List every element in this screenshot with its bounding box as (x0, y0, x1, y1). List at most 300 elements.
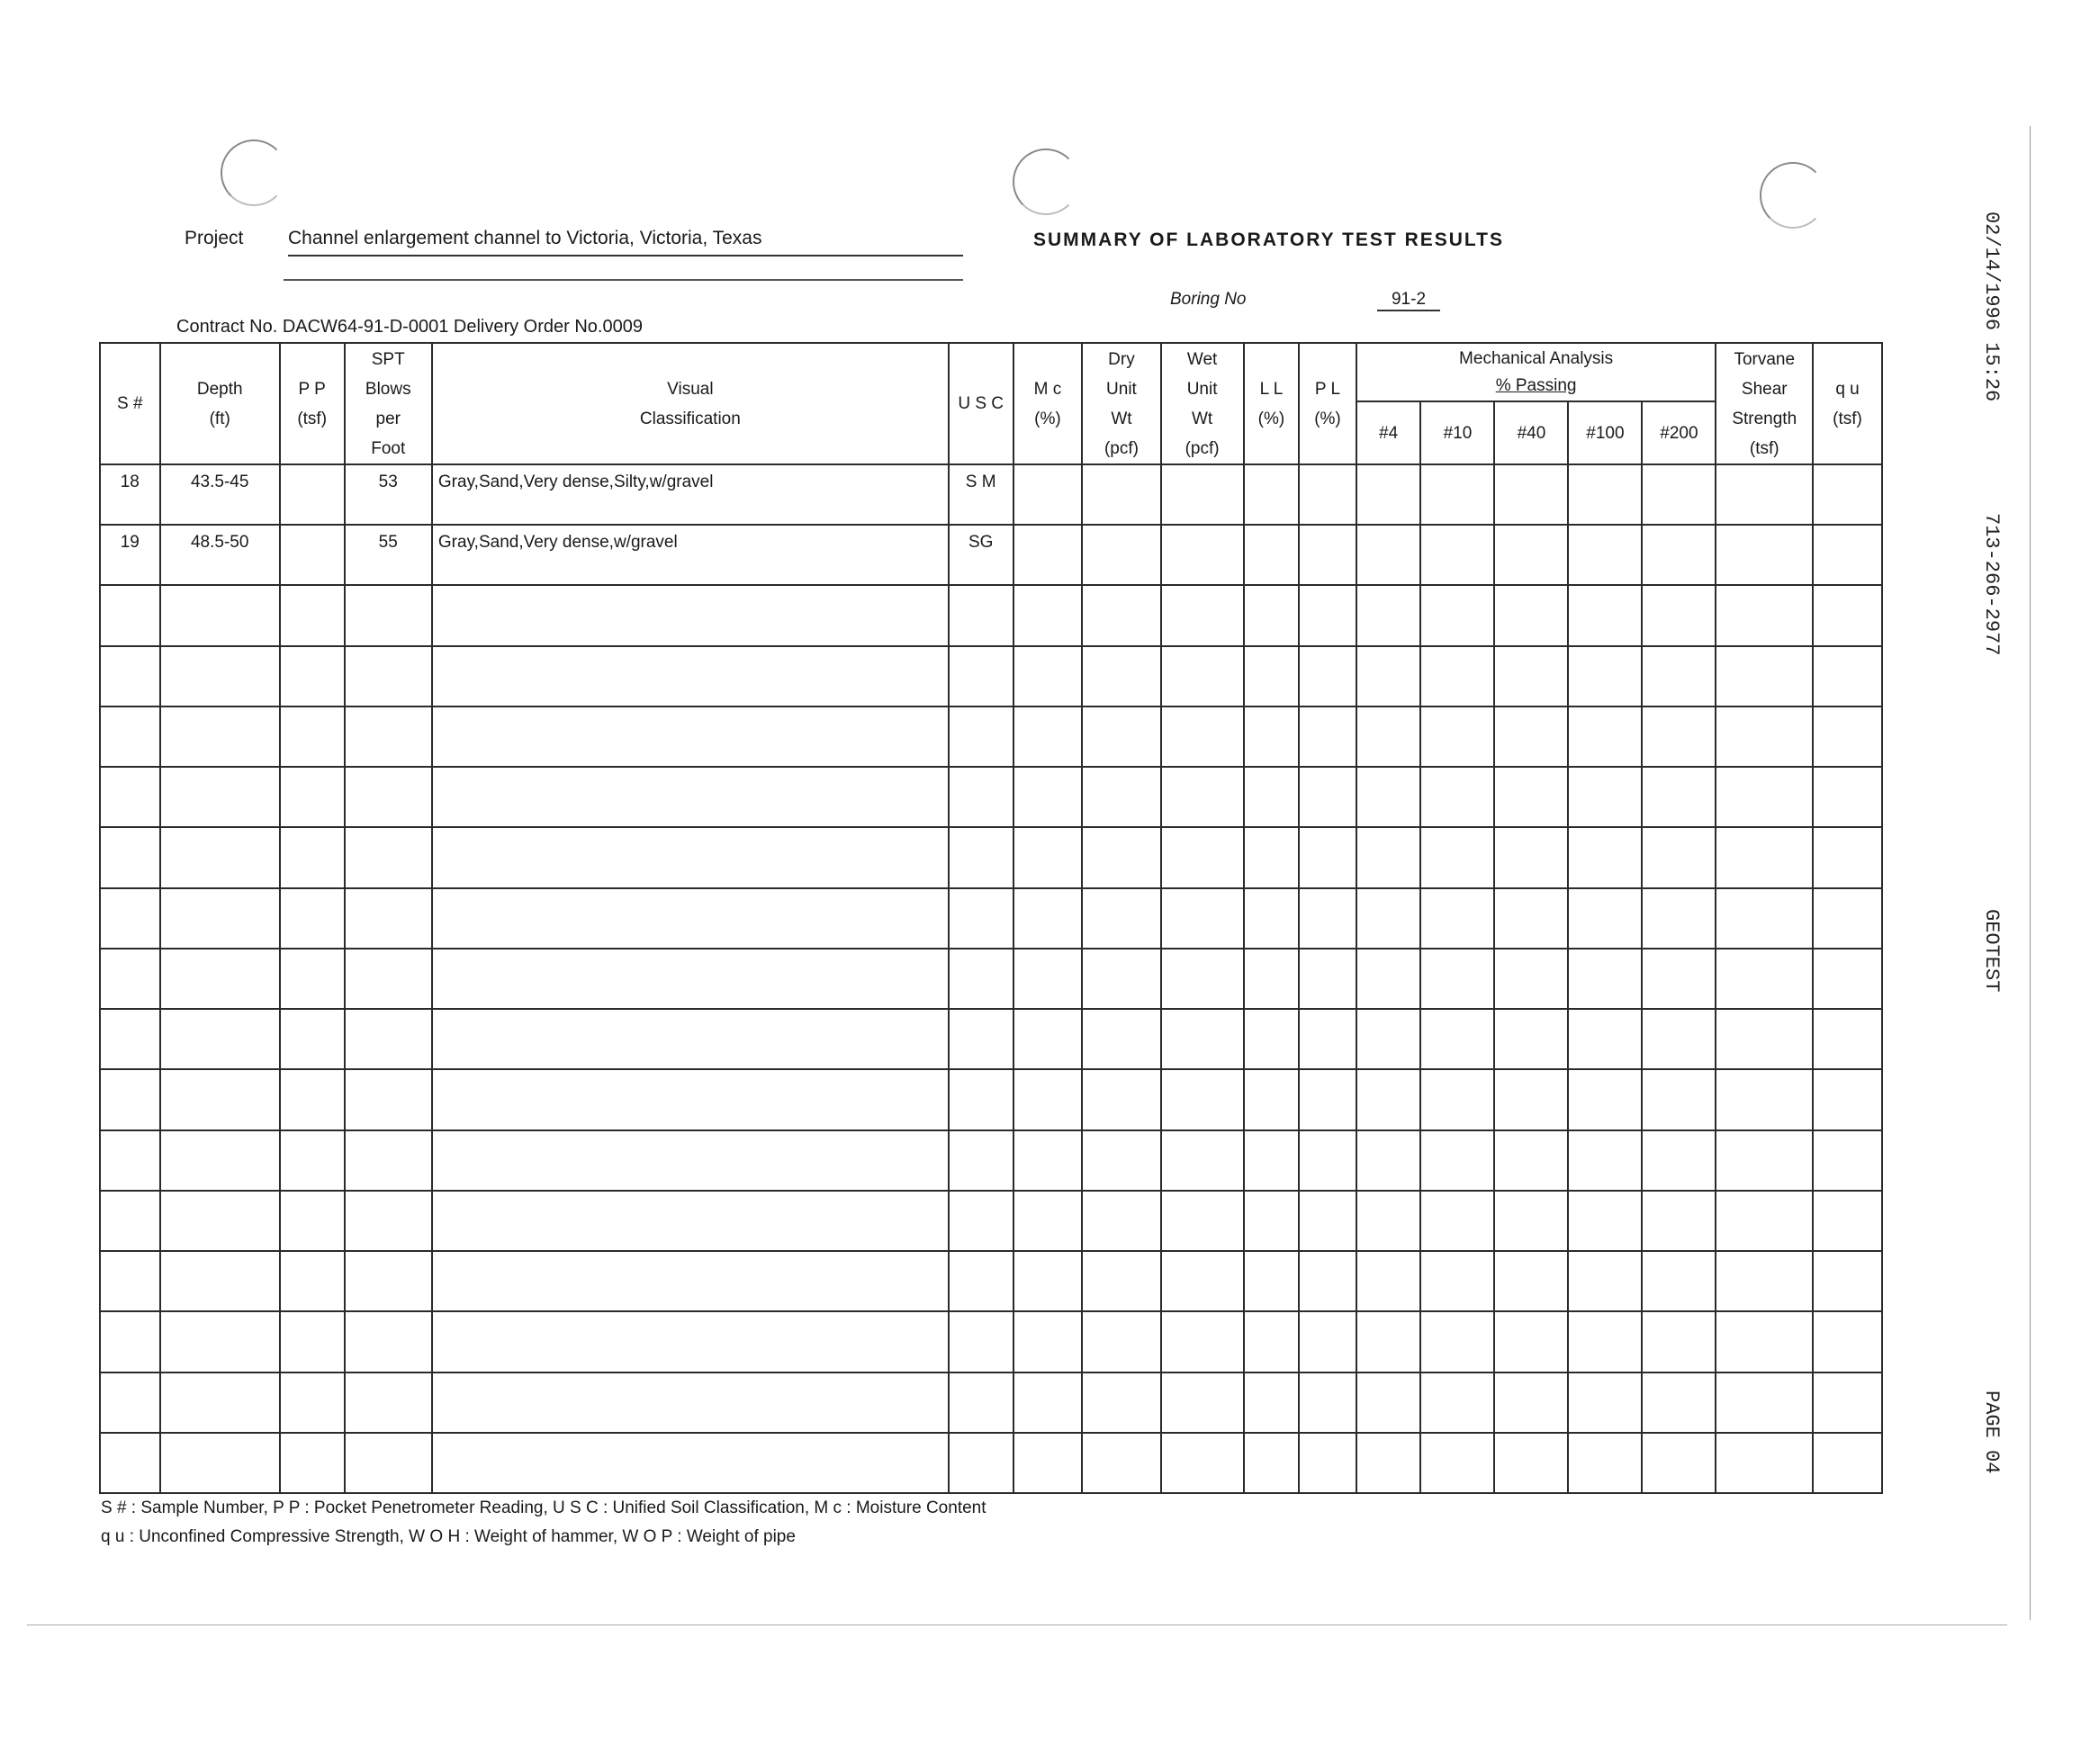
cell-wet (1161, 767, 1244, 827)
cell-sieve200 (1642, 1311, 1716, 1372)
cell-sieve4 (1356, 464, 1421, 525)
cell-sieve10 (1420, 464, 1494, 525)
header-sieve-40: #40 (1494, 401, 1568, 464)
cell-sieve10 (1420, 706, 1494, 767)
cell-spt: 55 (345, 525, 432, 585)
cell-sieve200 (1642, 1130, 1716, 1191)
cell-sieve4 (1356, 525, 1421, 585)
header-sieve-4: #4 (1356, 401, 1421, 464)
cell-visual (432, 888, 949, 949)
cell-dry (1082, 1251, 1160, 1311)
header-sieve-100: #100 (1568, 401, 1642, 464)
cell-ll (1244, 1191, 1299, 1251)
cell-spt (345, 646, 432, 706)
cell-dry (1082, 464, 1160, 525)
cell-sieve100 (1568, 585, 1642, 645)
header-sieve-10: #10 (1420, 401, 1494, 464)
cell-sample (100, 646, 160, 706)
cell-pp (280, 888, 345, 949)
cell-sample (100, 1251, 160, 1311)
cell-dry (1082, 1009, 1160, 1069)
cell-mc (1013, 585, 1083, 645)
cell-sieve200 (1642, 1372, 1716, 1433)
cell-sieve10 (1420, 827, 1494, 887)
cell-pl (1299, 1009, 1356, 1069)
cell-qu (1813, 525, 1882, 585)
cell-sieve100 (1568, 706, 1642, 767)
cell-depth (160, 1069, 280, 1130)
table-row (100, 767, 1882, 827)
cell-depth (160, 1009, 280, 1069)
cell-pl (1299, 827, 1356, 887)
cell-pp (280, 646, 345, 706)
cell-mc (1013, 1130, 1083, 1191)
cell-pp (280, 706, 345, 767)
bottom-rule (27, 1624, 2007, 1625)
cell-torvane (1716, 1311, 1813, 1372)
header-sieve-200: #200 (1642, 401, 1716, 464)
cell-pp (280, 1372, 345, 1433)
cell-depth (160, 1130, 280, 1191)
table-row (100, 464, 1882, 525)
fax-company: GEOTEST (1980, 909, 2003, 993)
cell-sieve4 (1356, 1069, 1421, 1130)
cell-sieve100 (1568, 827, 1642, 887)
table-row (100, 525, 1882, 585)
cell-sieve10 (1420, 1311, 1494, 1372)
cell-sieve40 (1494, 1311, 1568, 1372)
cell-depth (160, 1433, 280, 1493)
cell-dry (1082, 1311, 1160, 1372)
cell-sieve100 (1568, 949, 1642, 1009)
cell-dry (1082, 1372, 1160, 1433)
cell-usc (949, 1069, 1013, 1130)
cell-dry (1082, 585, 1160, 645)
cell-sieve40 (1494, 1251, 1568, 1311)
cell-usc (949, 767, 1013, 827)
cell-sieve200 (1642, 1009, 1716, 1069)
cell-sieve4 (1356, 827, 1421, 887)
header-qu (1813, 343, 1882, 464)
cell-usc (949, 1251, 1013, 1311)
cell-sample (100, 1009, 160, 1069)
cell-qu (1813, 706, 1882, 767)
cell-sample (100, 888, 160, 949)
cell-dry (1082, 827, 1160, 887)
cell-visual (432, 1251, 949, 1311)
cell-sieve10 (1420, 525, 1494, 585)
cell-pp (280, 1130, 345, 1191)
table-row (100, 1311, 1882, 1372)
table-row (100, 1069, 1882, 1130)
table-body (100, 464, 1882, 1493)
cell-wet (1161, 1009, 1244, 1069)
page-title: SUMMARY OF LABORATORY TEST RESULTS (1033, 230, 1505, 250)
cell-sieve100 (1568, 888, 1642, 949)
cell-qu (1813, 1433, 1882, 1493)
cell-sample (100, 1311, 160, 1372)
cell-sieve100 (1568, 1372, 1642, 1433)
cell-mc (1013, 767, 1083, 827)
cell-ll (1244, 1433, 1299, 1493)
cell-usc (949, 1191, 1013, 1251)
cell-qu (1813, 827, 1882, 887)
cell-visual (432, 1433, 949, 1493)
cell-pl (1299, 1191, 1356, 1251)
cell-pp (280, 827, 345, 887)
cell-depth: 48.5-50 (160, 525, 280, 585)
cell-torvane (1716, 464, 1813, 525)
cell-sieve200 (1642, 1191, 1716, 1251)
cell-qu (1813, 949, 1882, 1009)
cell-pp (280, 585, 345, 645)
cell-mc (1013, 888, 1083, 949)
header-depth (160, 343, 280, 464)
cell-visual (432, 1372, 949, 1433)
cell-sieve10 (1420, 1433, 1494, 1493)
right-rule (2030, 126, 2031, 1620)
header-spt-text: SPT Blows per Foot (365, 349, 411, 458)
table-row (100, 585, 1882, 645)
cell-qu (1813, 646, 1882, 706)
cell-sieve40 (1494, 767, 1568, 827)
cell-ll (1244, 1130, 1299, 1191)
cell-usc (949, 585, 1013, 645)
cell-sieve100 (1568, 1009, 1642, 1069)
header-ll (1244, 343, 1299, 464)
cell-pl (1299, 525, 1356, 585)
cell-visual (432, 1311, 949, 1372)
header-ll-text: L L (%) (1257, 379, 1285, 428)
cell-ll (1244, 585, 1299, 645)
cell-sieve40 (1494, 585, 1568, 645)
cell-spt (345, 888, 432, 949)
cell-visual (432, 949, 949, 1009)
cell-dry (1082, 706, 1160, 767)
cell-visual (432, 767, 949, 827)
cell-sieve40 (1494, 888, 1568, 949)
cell-sieve4 (1356, 1433, 1421, 1493)
cell-sample (100, 1069, 160, 1130)
cell-sieve40 (1494, 1191, 1568, 1251)
punch-hole-center (1013, 148, 1079, 215)
cell-sieve10 (1420, 1372, 1494, 1433)
cell-wet (1161, 1372, 1244, 1433)
cell-pp (280, 1069, 345, 1130)
cell-sample (100, 767, 160, 827)
cell-ll (1244, 706, 1299, 767)
cell-wet (1161, 525, 1244, 585)
cell-wet (1161, 464, 1244, 525)
cell-spt (345, 1130, 432, 1191)
cell-sample: 18 (100, 464, 160, 525)
cell-spt: 53 (345, 464, 432, 525)
cell-visual (432, 1069, 949, 1130)
cell-spt (345, 949, 432, 1009)
cell-mc (1013, 1433, 1083, 1493)
cell-spt (345, 1311, 432, 1372)
cell-depth (160, 888, 280, 949)
cell-wet (1161, 827, 1244, 887)
cell-sample (100, 1433, 160, 1493)
cell-pl (1299, 1372, 1356, 1433)
cell-sieve100 (1568, 525, 1642, 585)
header-mech-title: Mechanical Analysis (1459, 348, 1614, 368)
cell-sieve4 (1356, 646, 1421, 706)
cell-mc (1013, 525, 1083, 585)
cell-pp (280, 525, 345, 585)
cell-visual (432, 646, 949, 706)
cell-pl (1299, 949, 1356, 1009)
cell-sieve40 (1494, 1009, 1568, 1069)
cell-usc (949, 1130, 1013, 1191)
cell-qu (1813, 888, 1882, 949)
table-row (100, 1191, 1882, 1251)
cell-sieve100 (1568, 1130, 1642, 1191)
cell-depth (160, 827, 280, 887)
cell-spt (345, 1069, 432, 1130)
table-row (100, 827, 1882, 887)
cell-torvane (1716, 1433, 1813, 1493)
project-label: Project (185, 228, 244, 248)
header-qu-text: q u (tsf) (1833, 379, 1862, 428)
fax-phone: 713-266-2977 (1980, 513, 2003, 656)
cell-dry (1082, 525, 1160, 585)
cell-sieve4 (1356, 1251, 1421, 1311)
cell-usc: S M (949, 464, 1013, 525)
cell-visual: Gray,Sand,Very dense,Silty,w/gravel (432, 464, 949, 525)
cell-spt (345, 706, 432, 767)
cell-sieve10 (1420, 1191, 1494, 1251)
cell-torvane (1716, 1191, 1813, 1251)
cell-usc (949, 1372, 1013, 1433)
cell-spt (345, 827, 432, 887)
cell-torvane (1716, 949, 1813, 1009)
cell-sieve40 (1494, 1069, 1568, 1130)
cell-sample (100, 1191, 160, 1251)
cell-spt (345, 585, 432, 645)
cell-dry (1082, 1433, 1160, 1493)
cell-sieve40 (1494, 1372, 1568, 1433)
cell-usc (949, 888, 1013, 949)
cell-dry (1082, 888, 1160, 949)
cell-wet (1161, 1069, 1244, 1130)
cell-visual (432, 827, 949, 887)
cell-qu (1813, 1311, 1882, 1372)
cell-depth (160, 1251, 280, 1311)
table-row (100, 888, 1882, 949)
cell-sieve40 (1494, 827, 1568, 887)
cell-sieve200 (1642, 646, 1716, 706)
cell-dry (1082, 1191, 1160, 1251)
cell-mc (1013, 1191, 1083, 1251)
cell-depth (160, 646, 280, 706)
cell-visual (432, 1009, 949, 1069)
cell-sieve4 (1356, 1311, 1421, 1372)
header-pp-text: P P (tsf) (297, 379, 328, 428)
cell-sieve100 (1568, 1433, 1642, 1493)
header-sample: S # (100, 343, 160, 464)
table-row (100, 646, 1882, 706)
cell-pp (280, 767, 345, 827)
cell-dry (1082, 949, 1160, 1009)
cell-pp (280, 1433, 345, 1493)
cell-qu (1813, 1191, 1882, 1251)
cell-sieve4 (1356, 1372, 1421, 1433)
table-row (100, 949, 1882, 1009)
project-value: Channel enlargement channel to Victoria, Victoria, Texas (288, 228, 963, 256)
cell-sample (100, 827, 160, 887)
header-wet-text: Wet Unit Wt (pcf) (1185, 349, 1220, 458)
header-mc-text: M c (%) (1033, 379, 1062, 428)
cell-usc: SG (949, 525, 1013, 585)
cell-sample (100, 585, 160, 645)
cell-qu (1813, 1130, 1882, 1191)
cell-sieve4 (1356, 706, 1421, 767)
cell-usc (949, 949, 1013, 1009)
cell-mc (1013, 1069, 1083, 1130)
cell-ll (1244, 1372, 1299, 1433)
cell-depth (160, 706, 280, 767)
cell-visual (432, 1191, 949, 1251)
cell-ll (1244, 525, 1299, 585)
cell-mc (1013, 706, 1083, 767)
cell-wet (1161, 1191, 1244, 1251)
cell-sieve10 (1420, 646, 1494, 706)
lab-results-table (99, 342, 1883, 1494)
cell-sieve4 (1356, 949, 1421, 1009)
cell-sample: 19 (100, 525, 160, 585)
cell-pl (1299, 1069, 1356, 1130)
project-underline (284, 279, 963, 281)
cell-qu (1813, 1372, 1882, 1433)
cell-spt (345, 1433, 432, 1493)
cell-mc (1013, 1372, 1083, 1433)
cell-sieve100 (1568, 1191, 1642, 1251)
cell-pp (280, 1311, 345, 1372)
cell-dry (1082, 1069, 1160, 1130)
header-pp (280, 343, 345, 464)
cell-sieve200 (1642, 585, 1716, 645)
cell-sieve4 (1356, 1191, 1421, 1251)
cell-visual (432, 1130, 949, 1191)
cell-wet (1161, 646, 1244, 706)
cell-sieve200 (1642, 949, 1716, 1009)
cell-pl (1299, 706, 1356, 767)
cell-torvane (1716, 1009, 1813, 1069)
cell-wet (1161, 949, 1244, 1009)
cell-sample (100, 949, 160, 1009)
cell-qu (1813, 1251, 1882, 1311)
cell-sieve40 (1494, 464, 1568, 525)
cell-pp (280, 1251, 345, 1311)
header-visual-text: Visual Classification (639, 379, 741, 428)
cell-dry (1082, 1130, 1160, 1191)
cell-sieve40 (1494, 706, 1568, 767)
table-row (100, 1372, 1882, 1433)
cell-sieve10 (1420, 1251, 1494, 1311)
cell-ll (1244, 949, 1299, 1009)
cell-usc (949, 1009, 1013, 1069)
cell-wet (1161, 888, 1244, 949)
cell-mc (1013, 1311, 1083, 1372)
cell-pp (280, 464, 345, 525)
cell-sieve200 (1642, 464, 1716, 525)
cell-pl (1299, 888, 1356, 949)
cell-usc (949, 646, 1013, 706)
cell-sample (100, 706, 160, 767)
header-visual (432, 343, 949, 464)
cell-sample (100, 1130, 160, 1191)
cell-wet (1161, 1433, 1244, 1493)
cell-qu (1813, 585, 1882, 645)
cell-depth (160, 767, 280, 827)
cell-sieve100 (1568, 646, 1642, 706)
cell-mc (1013, 1009, 1083, 1069)
cell-ll (1244, 827, 1299, 887)
cell-wet (1161, 1251, 1244, 1311)
cell-sieve10 (1420, 1130, 1494, 1191)
cell-sieve200 (1642, 1433, 1716, 1493)
cell-pl (1299, 1311, 1356, 1372)
header-mc (1013, 343, 1083, 464)
cell-torvane (1716, 585, 1813, 645)
cell-ll (1244, 1251, 1299, 1311)
cell-sieve200 (1642, 888, 1716, 949)
cell-pl (1299, 767, 1356, 827)
cell-pp (280, 949, 345, 1009)
cell-wet (1161, 706, 1244, 767)
cell-qu (1813, 464, 1882, 525)
cell-visual (432, 585, 949, 645)
header-spt (345, 343, 432, 464)
cell-pl (1299, 585, 1356, 645)
cell-usc (949, 1433, 1013, 1493)
cell-torvane (1716, 525, 1813, 585)
cell-mc (1013, 827, 1083, 887)
cell-sieve100 (1568, 464, 1642, 525)
cell-depth (160, 585, 280, 645)
cell-visual: Gray,Sand,Very dense,w/gravel (432, 525, 949, 585)
legend-line-1: S # : Sample Number, P P : Pocket Penetrometer Reading, U S C : Unified Soil Classification, M c : Moisture Content (101, 1498, 986, 1517)
cell-depth (160, 949, 280, 1009)
header-depth-text: Depth (ft) (196, 379, 243, 428)
cell-ll (1244, 1009, 1299, 1069)
cell-ll (1244, 888, 1299, 949)
cell-usc (949, 1311, 1013, 1372)
header-pl (1299, 343, 1356, 464)
cell-spt (345, 1009, 432, 1069)
header-usc: U S C (949, 343, 1013, 464)
cell-pl (1299, 464, 1356, 525)
cell-sieve200 (1642, 1069, 1716, 1130)
boring-label: Boring No (1170, 290, 1247, 309)
cell-spt (345, 1372, 432, 1433)
cell-qu (1813, 1009, 1882, 1069)
cell-wet (1161, 585, 1244, 645)
cell-pp (280, 1009, 345, 1069)
cell-torvane (1716, 767, 1813, 827)
fax-page: PAGE 04 (1980, 1390, 2003, 1474)
cell-sieve4 (1356, 888, 1421, 949)
cell-usc (949, 706, 1013, 767)
cell-depth: 43.5-45 (160, 464, 280, 525)
cell-spt (345, 767, 432, 827)
contract-info: Contract No. DACW64-91-D-0001 Delivery Order No.0009 (176, 317, 643, 337)
cell-spt (345, 1191, 432, 1251)
cell-sieve100 (1568, 1251, 1642, 1311)
cell-sample (100, 1372, 160, 1433)
